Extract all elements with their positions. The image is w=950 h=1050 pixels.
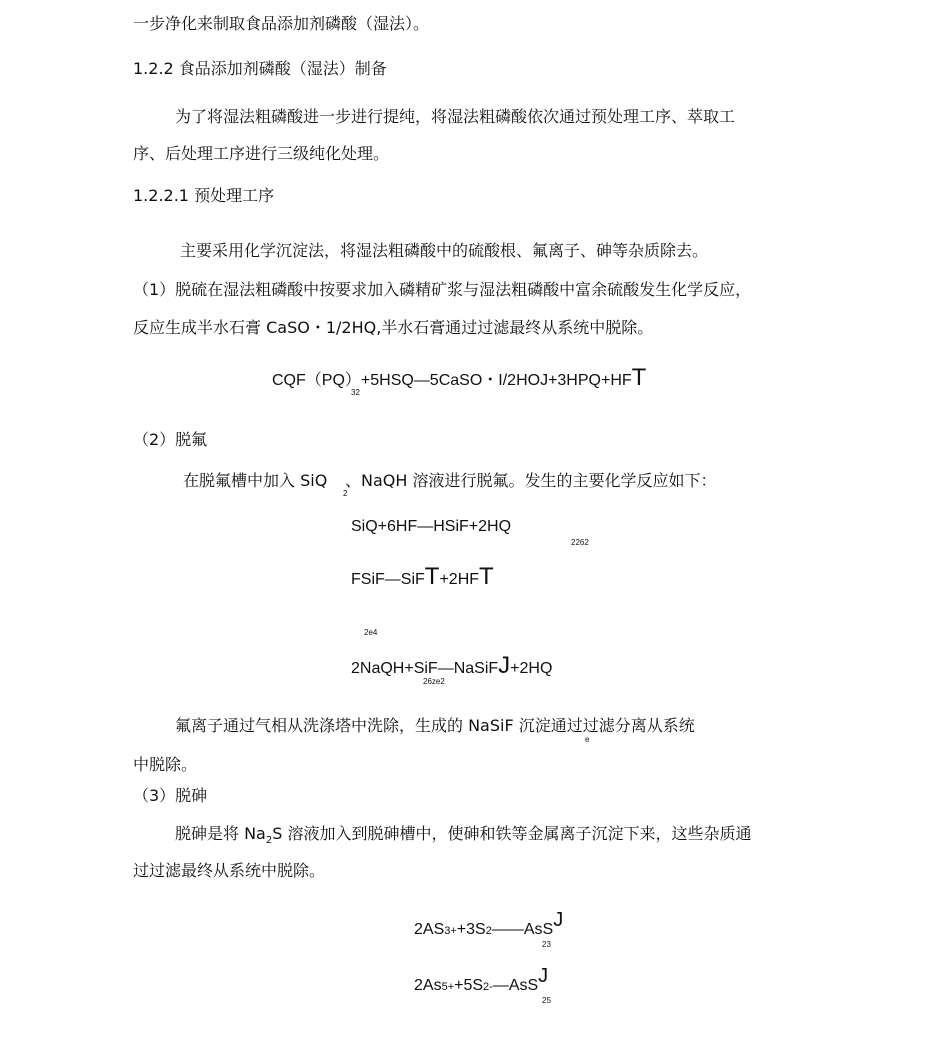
step-heading: （3）脱砷: [133, 786, 208, 805]
equation-4: [351, 652, 553, 679]
equation-subscript: 2e4: [364, 628, 378, 637]
paragraph-line: 过过滤最终从系统中脱除。: [133, 861, 326, 880]
charge-label: 5+: [441, 981, 455, 993]
equation-text: 2NaQH+SiF—NaSiF: [351, 660, 499, 677]
charge-label: 2-: [483, 981, 493, 993]
equation-3: [351, 563, 494, 590]
equation-text: ——AsS: [491, 921, 554, 938]
text-part: S 溶液加入到脱砷槽中，使砷和铁等金属离子沉淀下来，这些杂质通: [272, 824, 752, 843]
equation-1: [272, 364, 647, 391]
text-part: 脱砷是将 Na: [175, 824, 266, 843]
equation-text: +5S: [454, 977, 484, 994]
equation-2: SiQ+6HF—HSiF+2HQ: [351, 518, 512, 535]
equation-mark: T: [479, 563, 494, 590]
equation-subscript: 32: [351, 388, 360, 397]
paragraph-line: 氟离子通过气相从洗涤塔中洗除，生成的 NaSiF 沉淀通过过滤分离从系统: [175, 716, 695, 735]
equation-text: 2As: [414, 977, 442, 994]
equation-subscript: 26ze2: [423, 677, 445, 686]
equation-mark: J: [553, 909, 564, 931]
equation-text: —AsS: [492, 977, 539, 994]
equation-text: CQF（PQ）+5HSQ—5CaSO・I/2HOJ+3HPQ+HF: [272, 372, 632, 389]
equation-mark: T: [631, 364, 647, 391]
step-heading: （2）脱氟: [133, 430, 208, 449]
equation-subscript: 2262: [571, 538, 589, 547]
paragraph-line: 中脱除。: [133, 755, 198, 774]
equation-subscript: 23: [542, 940, 551, 949]
inline-subscript: e: [585, 735, 590, 744]
equation-text: +3S: [456, 921, 486, 938]
equation-mark: T: [424, 563, 440, 590]
charge-label: 2: [485, 925, 492, 937]
equation-6: [414, 965, 549, 997]
paragraph-line-part: 、NaQH 溶液进行脱氟。发生的主要化学反应如下：: [345, 471, 717, 490]
paragraph-line: 为了将湿法粗磷酸进一步进行提纯，将湿法粗磷酸依次通过预处理工序、萃取工: [175, 107, 736, 126]
section-heading-1-2-2-1: 1.2.2.1 预处理工序: [133, 186, 275, 205]
equation-text: FSiF—SiF: [351, 571, 425, 588]
paragraph-line: 主要采用化学沉淀法，将湿法粗磷酸中的硫酸根、氟离子、砷等杂质除去。: [180, 241, 709, 260]
equation-5: [414, 909, 564, 941]
equation-mark: J: [498, 652, 511, 679]
paragraph-line: 反应生成半水石膏 CaSO・1/2HQ,半水石膏通过过滤最终从系统中脱除。: [133, 318, 654, 337]
paragraph-line: （1）脱硫在湿法粗磷酸中按要求加入磷精矿浆与湿法粗磷酸中富余硫酸发生化学反应，: [133, 280, 752, 299]
section-heading-1-2-2: 1.2.2 食品添加剂磷酸（湿法）制备: [133, 59, 387, 78]
inline-subscript: 2: [343, 489, 348, 498]
text-line: 一步净化来制取食品添加剂磷酸（湿法）。: [133, 14, 430, 33]
equation-text: +2HF: [439, 571, 480, 588]
paragraph-line-part: 在脱氟槽中加入 SiQ: [183, 471, 328, 490]
charge-label: 3+: [444, 925, 457, 937]
subscript: 2: [265, 835, 273, 847]
paragraph-line: 序、后处理工序进行三级纯化处理。: [133, 144, 390, 163]
equation-mark: J: [538, 965, 549, 987]
equation-text: +2HQ: [510, 660, 553, 677]
equation-text: 2AS: [414, 921, 445, 938]
paragraph-line: [175, 824, 752, 851]
equation-subscript: 25: [542, 996, 551, 1005]
